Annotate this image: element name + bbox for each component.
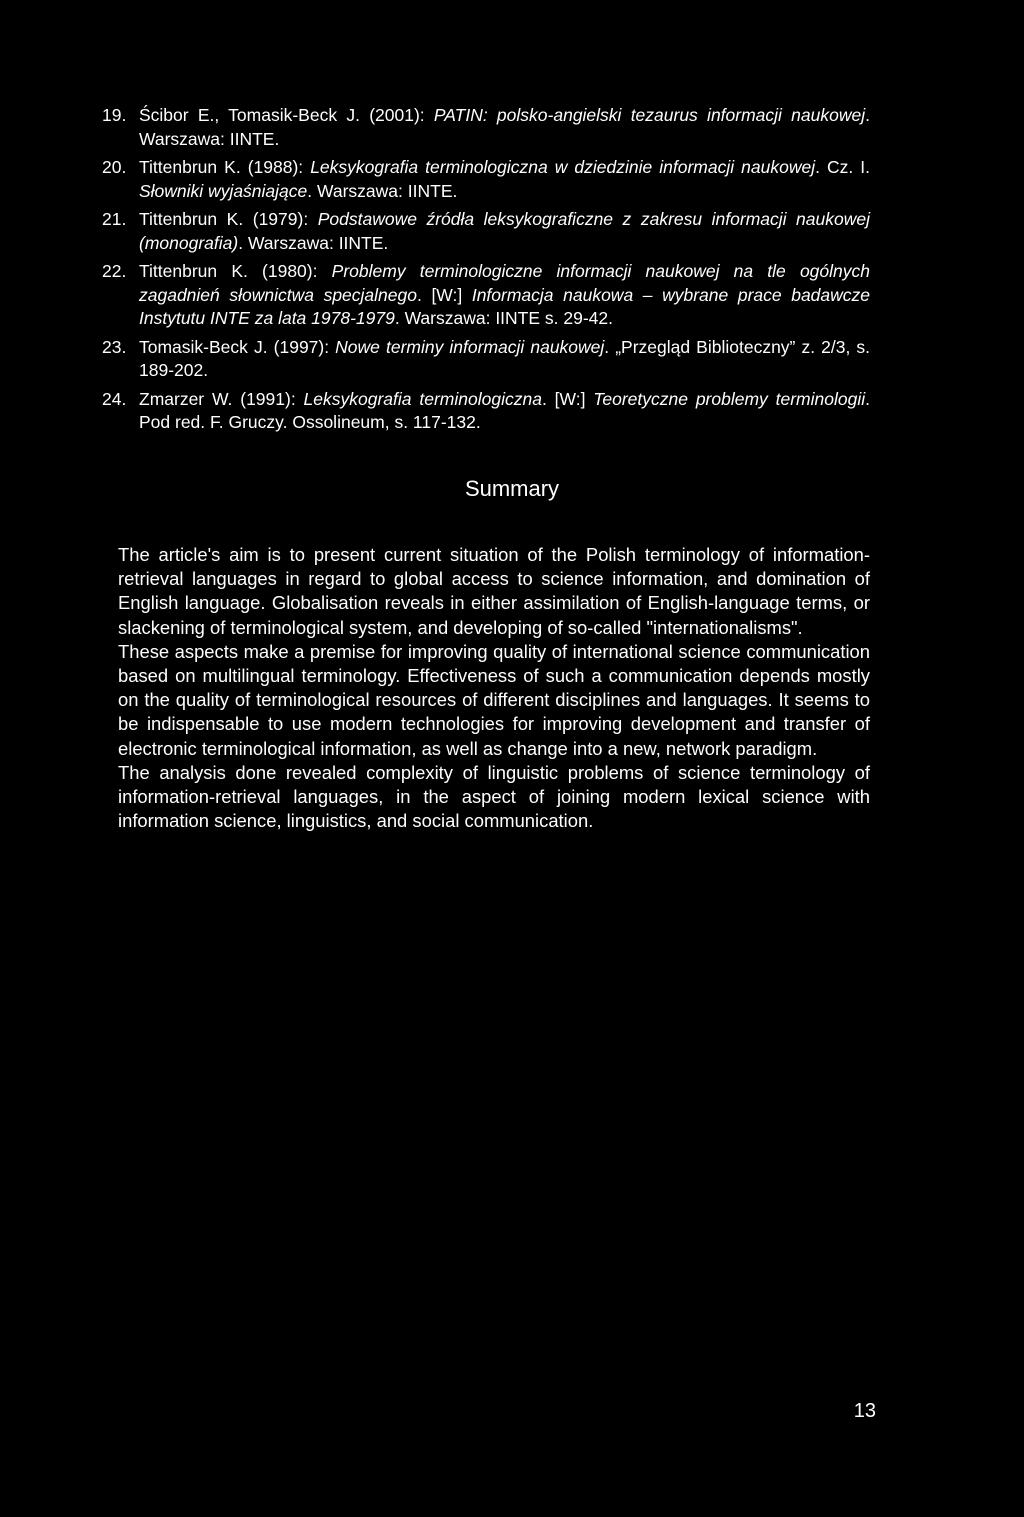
summary-paragraph: The article's aim is to present current situation of the Polish terminology of information-retrieval languages in regard to global access to science information, and domination of English language. Globalisation reveals in either assimilation of English-language terms, or slackening of terminological system, and developing of so-called "internationalisms". [118, 544, 870, 638]
summary-paragraph: These aspects make a premise for improving quality of international science communication based on multilingual terminology. Effectiveness of such a communication depends mostly on the quality of terminological resources of different disciplines and languages. It seems to be indispensable to use modern technologies for improving development and transfer of electronic terminological information, as well as change into a new, network paradigm. [118, 640, 870, 759]
reference-subtitle: Informacja naukowa – wybrane prace badawcze Instytutu INTE za lata 1978-1979 [139, 284, 871, 328]
reference-number: 20. [102, 157, 127, 177]
reference-details: . „Przegląd Biblioteczny” z. 2/3, s. 189-202. [139, 336, 870, 380]
reference-item [102, 336, 870, 383]
reference-details: . [W:] [416, 284, 472, 305]
summary-body [118, 543, 870, 833]
reference-author: Tittenbrun K. (1988): [139, 157, 311, 177]
reference-author: Tomasik-Beck J. (1997): [139, 336, 336, 357]
reference-details: . Cz. I. [815, 157, 870, 177]
reference-item [102, 208, 870, 255]
reference-publisher: . Pod red. F. Gruczy. Ossolineum, s. 117-132. [139, 388, 870, 432]
reference-title: Problemy terminologiczne informacji naukowej na tle ogólnych zagadnień słownictwa specjalnego [139, 261, 870, 305]
reference-number: 23. [102, 336, 127, 357]
reference-list [102, 104, 870, 440]
reference-publisher: . Warszawa: IINTE. [307, 180, 458, 201]
reference-item [102, 388, 870, 435]
reference-title: Podstawowe źródła leksykograficzne z zakresu informacji naukowej (monografia) [139, 209, 870, 253]
reference-subtitle: Teoretyczne problemy terminologii [593, 388, 866, 409]
reference-publisher: . Warszawa: IINTE s. 29-42. [394, 308, 614, 328]
reference-item [102, 104, 870, 151]
reference-number: 19. [102, 105, 127, 125]
reference-author: Zmarzer W. (1991): [139, 388, 304, 409]
reference-title: Leksykografia terminologiczna [303, 388, 542, 409]
reference-number: 21. [102, 209, 127, 229]
reference-details: . Warszawa: IINTE. [139, 105, 870, 149]
reference-number: 22. [102, 261, 127, 281]
reference-title: PATIN: polsko-angielski tezaurus informacji naukowej [433, 105, 866, 125]
reference-author: Tittenbrun K. (1979): [139, 209, 318, 229]
summary-heading: Summary [464, 476, 560, 501]
reference-title: Leksykografia terminologiczna w dziedzinie informacji naukowej [310, 157, 816, 177]
reference-details: . [W:] [541, 388, 594, 409]
reference-number: 24. [102, 388, 127, 409]
reference-subtitle: Słowniki wyjaśniające [139, 180, 308, 201]
reference-title: Nowe terminy informacji naukowej [335, 336, 605, 357]
reference-item [102, 156, 870, 203]
reference-author: Ścibor E., Tomasik-Beck J. (2001): [139, 105, 434, 125]
summary-paragraph: The analysis done revealed complexity of linguistic problems of science terminology of information-retrieval languages, in the aspect of joining modern lexical science with information science, linguistics, and social communication. [118, 761, 870, 832]
reference-item [102, 260, 870, 331]
reference-author: Tittenbrun K. (1980): [139, 261, 332, 281]
reference-details: . Warszawa: IINTE. [238, 232, 389, 253]
page-number: 13 [853, 1400, 876, 1422]
